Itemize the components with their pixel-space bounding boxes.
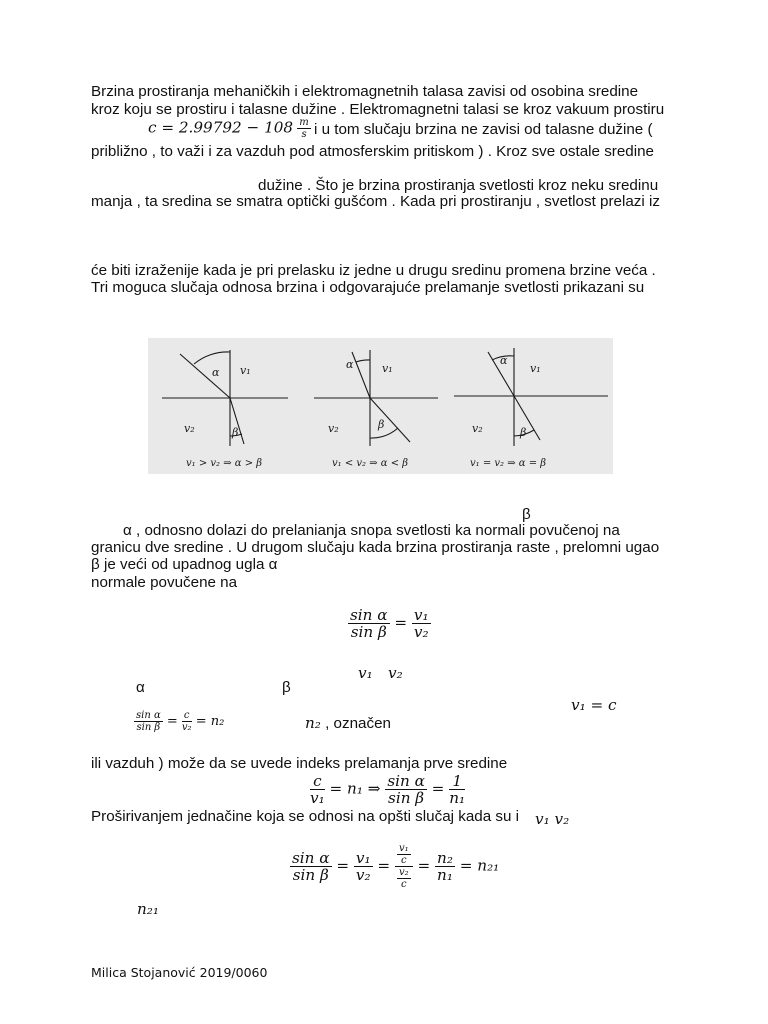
text-line: približno , to važi i za vazduh pod atmosferskim pritiskom ) . Kroz sve ostale sredine [91,143,655,160]
text-line: dužine . Što je brzina prostiranja svetlosti kroz neku sredinu [258,177,659,194]
panel-1-caption: v₁ > v₂ ⇒ α > β [186,458,263,469]
text-line: β je veći od upadnog ugla α [91,556,278,573]
fraction-c-v1: $\frac{c}{\text{v₁}}$ [310,772,325,807]
equation-v1-c: v₁ = c [571,696,617,714]
symbol-beta: β [282,679,291,696]
panel-3-beta: β [520,426,527,439]
fraction-sin: $\frac{\text{sin α}}{\text{sin β}}$ [136,710,161,733]
fraction-sin: $\frac{\text{sin α}}{\text{sin β}}$ [387,772,425,807]
fraction-c-v2: $\frac{c}{\text{v₂}}$ [181,710,192,733]
text-line: α , odnosno dolazi do prelanianja snopa svetlosti ka normali povučenoj na [123,522,620,539]
panel-1-v-bottom: v₂ [184,422,195,435]
panel-1-beta: β [232,426,239,439]
panel-1-alpha: α [212,366,220,379]
text-line: manja , ta sredina se smatra optički gušćom . Kada pri prostiranju , svetlost prelazi iz [91,193,660,210]
footer-author: Milica Stojanović 2019/0060 [91,965,268,980]
n2-text: , označen [325,715,391,732]
symbol-alpha: α [136,679,145,696]
n21-label: n₂₁ [137,900,159,918]
panel-3-caption: v₁ = v₂ ⇒ α = β [470,458,547,469]
speed-formula-text: c = 2.99792 − 108 [148,118,294,137]
fraction-sin: $\frac{\text{sin α}}{\text{sin β}}$ [350,606,388,641]
text-line: Proširivanjem jednačine koja se odnosi na opšti slučaj kada su i [91,808,520,825]
panel-1-v-top: v₁ [240,364,251,377]
figure-background [148,338,613,474]
panel-2-beta: β [378,418,385,431]
refraction-figure [148,338,613,474]
n2-annotation [305,714,391,733]
fraction-sin: $\frac{\text{sin α}}{\text{sin β}}$ [292,849,330,884]
equation-index-n1: $\frac{c}{\text{v₁}}$ = n₁ ⇒ $\frac{\text{sin α}}{\text{sin β}}$ = $\frac{1}{\text{n₁}}$ [310,772,466,807]
text-line: kroz koju se prostiru i talasne dužine . Elektromagnetni talasi se kroz vakuum prostiru [91,101,665,118]
fraction-velocity: $\frac{\text{v₁}}{\text{v₂}}$ [413,606,429,641]
text-line: normale povučene na [91,574,238,591]
text-line: granicu dve sredine . U drugom slučaju kada brzina prostiranja raste , prelomni ugao [91,539,660,556]
symbols-v1-v2: v₁ v₂ [535,810,570,828]
equation-index-n2: $\frac{\text{sin α}}{\text{sin β}}$ = $\frac{c}{\text{v₂}}$ = n₂ [136,710,225,733]
fraction-one-n1: $\frac{1}{\text{n₁}}$ [449,772,466,807]
compound-fraction: $\frac{\frac{\text{v₁}}{c}}{\frac{\text{v₂}}{c}}$ [395,843,413,890]
panel-2-v-bottom: v₂ [328,422,339,435]
panel-2-alpha: α [346,358,354,371]
panel-3-v-bottom: v₂ [472,422,483,435]
text-line: i u tom slučaju brzina ne zavisi od talasne dužine ( [314,121,653,138]
equation-snell-velocity: $\frac{\text{sin α}}{\text{sin β}}$ = $\frac{\text{v₁}}{\text{v₂}}$ [350,606,429,641]
symbol-v2: v₂ [388,664,403,682]
panel-2-v-top: v₁ [382,362,393,375]
panel-2-caption: v₁ < v₂ ⇒ α < β [332,458,409,469]
speed-unit-fraction: $\frac{m}{s}$ [299,117,309,140]
panel-3-v-top: v₁ [530,362,541,375]
text-line: Tri moguca slučaja odnosa brzina i odgovarajuće prelamanje svetlosti prikazani su [91,279,645,296]
text-line: ili vazduh ) može da se uvede indeks prelamanja prve sredine [91,755,508,772]
panel-3-alpha: α [500,354,508,367]
speed-formula [148,117,311,140]
symbol-v1: v₁ [358,664,373,682]
fraction-n2-n1: $\frac{\text{n₂}}{\text{n₁}}$ [437,849,453,884]
fraction-velocity: $\frac{\text{v₁}}{\text{v₂}}$ [355,849,371,884]
beta-symbol: β [522,506,531,523]
text-line: Brzina prostiranja mehaničkih i elektromagnetnih talasa zavisi od osobina sredine [91,83,639,100]
text-line: će biti izraženije kada je pri prelasku iz jedne u drugu sredinu promena brzine veća . [91,262,656,279]
equation-relative-index: $\frac{\text{sin α}}{\text{sin β}}$ = $\frac{\text{v₁}}{\text{v₂}}$ = $\frac{\frac{\text{v₁}}{c}}{\frac{\text{v₂}}{c}}$ = $\frac{\text{n₂}}{\text{n₁}}$ = n₂₁ [292,843,500,890]
n2-label: n₂ [305,714,321,732]
